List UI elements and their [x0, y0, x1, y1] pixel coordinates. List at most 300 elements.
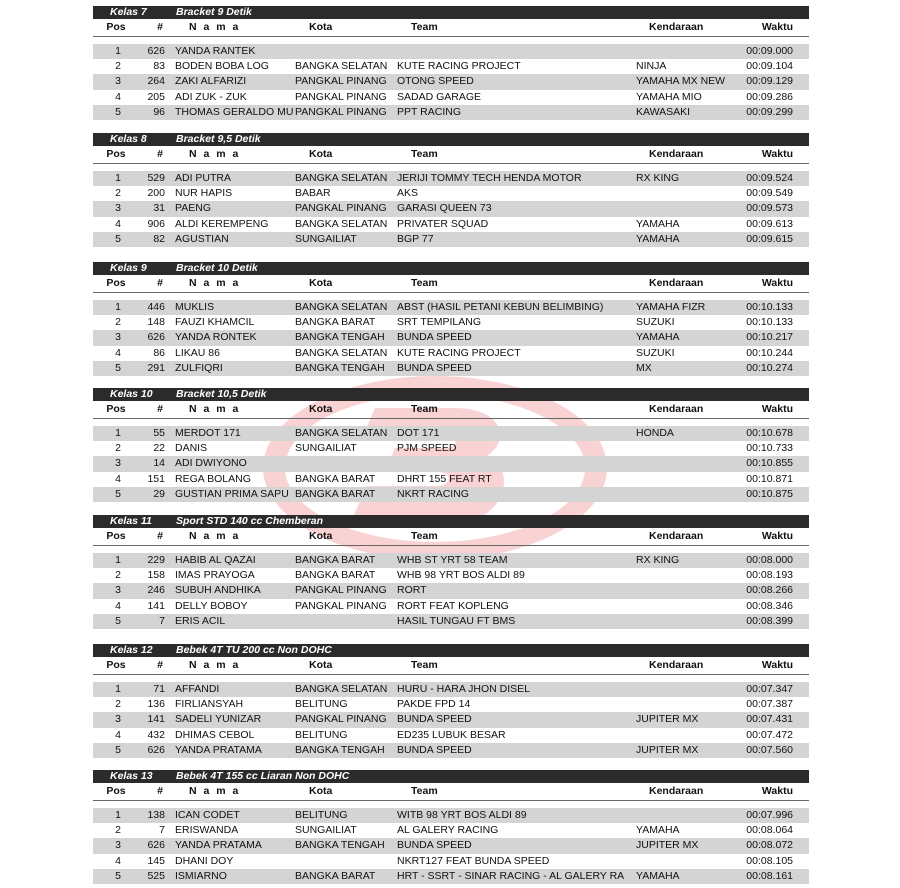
bracket-label: Sport STD 140 cc Chemberan [176, 515, 324, 527]
cell-nama: DELLY BOBOY [175, 599, 248, 612]
cell-team: WHB 98 YRT BOS ALDI 89 [397, 569, 525, 582]
cell-waktu: 00:10.855 [746, 457, 793, 470]
cell-waktu: 00:09.573 [746, 202, 793, 215]
column-header-row [93, 401, 809, 419]
cell-kota: BANGKA BARAT [295, 472, 376, 485]
column-header-kendaraan: Kendaraan [649, 277, 704, 289]
class-block [93, 6, 809, 120]
cell-pos: 5 [115, 232, 121, 245]
cell-kendaraan: SUZUKI [636, 316, 675, 329]
cell-waktu: 00:09.524 [746, 172, 793, 184]
cell-pos: 2 [115, 187, 121, 200]
table-row [93, 712, 809, 727]
cell-nama: SADELI YUNIZAR [175, 713, 262, 726]
table-row [93, 456, 809, 471]
cell-nama: SUBUH ANDHIKA [175, 584, 261, 597]
cell-kendaraan: YAMAHA [636, 824, 680, 837]
class-label: Kelas 11 [110, 515, 152, 527]
cell-nama: YANDA RANTEK [175, 45, 256, 57]
cell-team: BGP 77 [397, 232, 434, 245]
table-row [93, 583, 809, 598]
cell-num: 200 [147, 187, 165, 200]
cell-team: AKS [397, 187, 419, 200]
cell-team: ABST (HASIL PETANI KEBUN BELIMBING) [397, 301, 604, 313]
cell-pos: 2 [115, 698, 121, 711]
cell-waktu: 00:09.299 [746, 105, 793, 118]
cell-team: BUNDA SPEED [397, 713, 472, 726]
cell-waktu: 00:10.875 [746, 487, 793, 500]
cell-num: 71 [153, 683, 165, 695]
bracket-label: Bebek 4T TU 200 cc Non DOHC [176, 644, 332, 656]
cell-nama: AFFANDI [175, 683, 220, 695]
column-header-waktu: Waktu [761, 659, 793, 671]
cell-nama: THOMAS GERALDO MU [175, 105, 293, 118]
cell-waktu: 00:07.431 [746, 713, 793, 726]
table-row [93, 808, 809, 823]
column-header-kendaraan: Kendaraan [649, 530, 704, 542]
cell-num: 432 [147, 728, 165, 741]
cell-team: HRT - SSRT - SINAR RACING - AL GALERY RA [397, 869, 625, 882]
cell-nama: DANIS [175, 442, 208, 455]
cell-waktu: 00:09.104 [746, 60, 793, 73]
cell-kota: SUNGAILIAT [295, 442, 357, 455]
cell-kota: SUNGAILIAT [295, 824, 357, 837]
table-row [93, 823, 809, 838]
column-header-nama: N a m a [189, 148, 241, 160]
cell-team: PJM SPEED [397, 442, 457, 455]
cell-pos: 5 [115, 614, 121, 627]
table-row [93, 487, 809, 502]
table-row [93, 441, 809, 456]
cell-team: GARASI QUEEN 73 [397, 202, 492, 215]
column-header-waktu: Waktu [761, 148, 793, 160]
cell-team: RORT FEAT KOPLENG [397, 599, 509, 612]
cell-waktu: 00:10.871 [746, 472, 793, 485]
cell-team: AL GALERY RACING [397, 824, 499, 837]
column-header-row [93, 275, 809, 293]
cell-num: 205 [147, 90, 165, 103]
cell-pos: 1 [115, 427, 121, 439]
cell-kendaraan: YAMAHA [636, 869, 680, 882]
column-header-nama: N a m a [189, 785, 241, 797]
table-row [93, 697, 809, 712]
column-header-row [93, 528, 809, 546]
column-header-team: Team [411, 785, 438, 797]
column-header-waktu: Waktu [761, 21, 793, 33]
cell-kendaraan: RX KING [636, 172, 680, 184]
cell-pos: 2 [115, 824, 121, 837]
cell-num: 626 [147, 839, 165, 852]
class-block [93, 515, 809, 629]
table-row [93, 869, 809, 884]
cell-nama: MUKLIS [175, 301, 215, 313]
table-row [93, 426, 809, 441]
cell-team: SRT TEMPILANG [397, 316, 482, 329]
cell-num: 22 [153, 442, 165, 455]
table-row [93, 105, 809, 120]
column-header-kendaraan: Kendaraan [649, 659, 704, 671]
cell-team: HURU - HARA JHON DISEL [397, 683, 531, 695]
cell-kota: PANGKAL PINANG [295, 584, 387, 597]
column-header-num: # [157, 659, 163, 671]
column-header-row [93, 783, 809, 801]
cell-pos: 2 [115, 60, 121, 73]
class-label: Kelas 7 [110, 6, 147, 18]
bracket-label: Bebek 4T 155 cc Liaran Non DOHC [176, 770, 350, 782]
cell-kota: BANGKA TENGAH [295, 743, 385, 756]
cell-nama: PAENG [175, 202, 211, 215]
cell-kota: BANGKA SELATAN [295, 217, 388, 230]
cell-num: 14 [153, 457, 165, 470]
cell-waktu: 00:08.399 [746, 614, 793, 627]
column-header-team: Team [411, 403, 438, 415]
cell-kendaraan: YAMAHA MIO [636, 90, 702, 103]
column-header-row [93, 19, 809, 37]
cell-team: PPT RACING [397, 105, 461, 118]
cell-kendaraan: JUPITER MX [636, 743, 699, 756]
cell-waktu: 00:08.346 [746, 599, 793, 612]
cell-nama: ZAKI ALFARIZI [175, 75, 247, 88]
cell-team: BUNDA SPEED [397, 361, 472, 374]
bracket-label: Bracket 10,5 Detik [176, 388, 267, 400]
class-label: Kelas 9 [110, 262, 147, 274]
cell-num: 229 [147, 554, 165, 566]
column-header-pos: Pos [106, 277, 126, 289]
column-header-pos: Pos [106, 403, 126, 415]
cell-waktu: 00:10.244 [746, 346, 793, 359]
cell-pos: 2 [115, 442, 121, 455]
cell-num: 29 [153, 487, 165, 500]
column-header-waktu: Waktu [761, 530, 793, 542]
cell-waktu: 00:10.678 [746, 427, 793, 439]
column-header-pos: Pos [106, 21, 126, 33]
table-row [93, 361, 809, 376]
class-block [93, 770, 809, 884]
cell-kendaraan: MX [636, 361, 652, 374]
cell-num: 136 [147, 698, 165, 711]
cell-num: 626 [147, 45, 165, 57]
cell-team: OTONG SPEED [397, 75, 474, 88]
cell-team: BUNDA SPEED [397, 839, 472, 852]
cell-kota: PANGKAL PINANG [295, 90, 387, 103]
cell-kota: PANGKAL PINANG [295, 713, 387, 726]
cell-pos: 3 [115, 584, 121, 597]
table-row [93, 90, 809, 105]
cell-nama: ADI PUTRA [175, 172, 232, 184]
column-header-kendaraan: Kendaraan [649, 148, 704, 160]
cell-nama: NUR HAPIS [175, 187, 233, 200]
cell-kendaraan: YAMAHA [636, 217, 680, 230]
class-block [93, 133, 809, 247]
cell-waktu: 00:09.615 [746, 232, 793, 245]
table-row [93, 614, 809, 629]
class-title-bar [93, 6, 809, 19]
cell-nama: ICAN CODET [175, 809, 240, 821]
cell-kendaraan: JUPITER MX [636, 839, 699, 852]
cell-kota: BANGKA BARAT [295, 569, 376, 582]
column-header-num: # [157, 403, 163, 415]
cell-kendaraan: NINJA [636, 60, 667, 73]
bracket-label: Bracket 10 Detik [176, 262, 258, 274]
cell-num: 138 [147, 809, 165, 821]
cell-waktu: 00:07.472 [746, 728, 793, 741]
cell-kota: BANGKA BARAT [295, 554, 376, 566]
class-label: Kelas 8 [110, 133, 147, 145]
class-label: Kelas 12 [110, 644, 153, 656]
cell-pos: 1 [115, 172, 121, 184]
column-header-team: Team [411, 21, 438, 33]
cell-num: 7 [159, 824, 165, 837]
cell-kota: BANGKA SELATAN [295, 346, 388, 359]
table-row [93, 300, 809, 315]
cell-waktu: 00:08.000 [746, 554, 793, 566]
cell-pos: 4 [115, 217, 121, 230]
cell-nama: YANDA PRATAMA [175, 839, 262, 852]
table-row [93, 854, 809, 869]
cell-pos: 1 [115, 809, 121, 821]
cell-team: NKRT127 FEAT BUNDA SPEED [397, 854, 550, 867]
column-header-nama: N a m a [189, 403, 241, 415]
cell-kendaraan: SUZUKI [636, 346, 675, 359]
cell-num: 55 [153, 427, 165, 439]
cell-team: DHRT 155 FEAT RT [397, 472, 492, 485]
table-row [93, 44, 809, 59]
cell-waktu: 00:09.286 [746, 90, 793, 103]
class-title-bar [93, 262, 809, 275]
cell-team: NKRT RACING [397, 487, 469, 500]
cell-team: PAKDE FPD 14 [397, 698, 471, 711]
cell-waktu: 00:07.996 [746, 809, 793, 821]
cell-kota: SUNGAILIAT [295, 232, 357, 245]
cell-pos: 3 [115, 202, 121, 215]
table-row [93, 838, 809, 853]
table-row [93, 217, 809, 232]
cell-num: 86 [153, 346, 165, 359]
cell-pos: 5 [115, 105, 121, 118]
cell-pos: 5 [115, 361, 121, 374]
column-header-kota: Kota [309, 277, 333, 289]
cell-kota: BANGKA BARAT [295, 869, 376, 882]
cell-kota: PANGKAL PINANG [295, 202, 387, 215]
column-header-num: # [157, 148, 163, 160]
cell-num: 7 [159, 614, 165, 627]
cell-kota: PANGKAL PINANG [295, 75, 387, 88]
cell-nama: YANDA PRATAMA [175, 743, 262, 756]
cell-nama: ERISWANDA [175, 824, 239, 837]
cell-kendaraan: YAMAHA [636, 331, 680, 344]
class-label: Kelas 10 [110, 388, 153, 400]
column-header-waktu: Waktu [761, 403, 793, 415]
cell-num: 264 [147, 75, 165, 88]
cell-num: 151 [147, 472, 165, 485]
column-header-kota: Kota [309, 785, 333, 797]
cell-num: 141 [147, 713, 165, 726]
cell-pos: 1 [115, 683, 121, 695]
class-title-bar [93, 133, 809, 146]
cell-kota: BANGKA SELATAN [295, 683, 388, 695]
cell-nama: GUSTIAN PRIMA SAPU [175, 487, 289, 500]
table-row [93, 472, 809, 487]
cell-waktu: 00:09.549 [746, 187, 793, 200]
table-row [93, 330, 809, 345]
cell-pos: 5 [115, 487, 121, 500]
table-row [93, 728, 809, 743]
cell-pos: 1 [115, 301, 121, 313]
cell-nama: HABIB AL QAZAI [175, 554, 256, 566]
cell-pos: 4 [115, 472, 121, 485]
cell-pos: 4 [115, 854, 121, 867]
cell-num: 145 [147, 854, 165, 867]
column-header-kota: Kota [309, 659, 333, 671]
cell-team: KUTE RACING PROJECT [397, 60, 521, 73]
cell-waktu: 00:10.217 [746, 331, 793, 344]
table-row [93, 743, 809, 758]
cell-kendaraan: RX KING [636, 554, 680, 566]
cell-pos: 4 [115, 346, 121, 359]
cell-waktu: 00:08.161 [746, 869, 793, 882]
cell-pos: 4 [115, 728, 121, 741]
column-header-waktu: Waktu [761, 785, 793, 797]
cell-num: 31 [153, 202, 165, 215]
column-header-pos: Pos [106, 659, 126, 671]
cell-team: JERIJI TOMMY TECH HENDA MOTOR [397, 172, 582, 184]
cell-kota: PANGKAL PINANG [295, 599, 387, 612]
cell-nama: DHIMAS CEBOL [175, 728, 255, 741]
cell-waktu: 00:08.193 [746, 569, 793, 582]
column-header-kendaraan: Kendaraan [649, 785, 704, 797]
cell-waktu: 00:07.387 [746, 698, 793, 711]
cell-pos: 1 [115, 554, 121, 566]
cell-pos: 3 [115, 457, 121, 470]
table-row [93, 74, 809, 89]
bracket-label: Bracket 9 Detik [176, 6, 252, 18]
cell-num: 525 [147, 869, 165, 882]
table-row [93, 232, 809, 247]
cell-pos: 3 [115, 331, 121, 344]
table-row [93, 201, 809, 216]
cell-nama: ADI ZUK - ZUK [175, 90, 247, 103]
cell-kendaraan: KAWASAKI [636, 105, 691, 118]
cell-kota: BANGKA SELATAN [295, 60, 388, 73]
column-header-team: Team [411, 148, 438, 160]
cell-pos: 4 [115, 599, 121, 612]
column-header-num: # [157, 277, 163, 289]
cell-kota: BANGKA BARAT [295, 487, 376, 500]
cell-team: WITB 98 YRT BOS ALDI 89 [397, 809, 527, 821]
table-row [93, 186, 809, 201]
cell-num: 158 [147, 569, 165, 582]
cell-kendaraan: JUPITER MX [636, 713, 699, 726]
cell-pos: 3 [115, 713, 121, 726]
column-header-nama: N a m a [189, 21, 241, 33]
cell-waktu: 00:10.274 [746, 361, 793, 374]
column-header-team: Team [411, 277, 438, 289]
column-header-waktu: Waktu [761, 277, 793, 289]
class-title-bar [93, 770, 809, 783]
cell-num: 246 [147, 584, 165, 597]
cell-pos: 5 [115, 869, 121, 882]
cell-nama: DHANI DOY [175, 854, 234, 867]
table-row [93, 568, 809, 583]
cell-team: KUTE RACING PROJECT [397, 346, 521, 359]
cell-kota: BANGKA TENGAH [295, 361, 385, 374]
class-block [93, 262, 809, 376]
column-header-row [93, 146, 809, 164]
column-header-pos: Pos [106, 785, 126, 797]
cell-nama: IMAS PRAYOGA [175, 569, 255, 582]
column-header-team: Team [411, 530, 438, 542]
cell-pos: 2 [115, 569, 121, 582]
cell-nama: LIKAU 86 [175, 346, 220, 359]
column-header-nama: N a m a [189, 659, 241, 671]
table-row [93, 171, 809, 186]
cell-nama: YANDA RONTEK [175, 331, 257, 344]
column-header-row [93, 657, 809, 675]
cell-pos: 4 [115, 90, 121, 103]
class-title-bar [93, 644, 809, 657]
column-header-kota: Kota [309, 21, 333, 33]
cell-kota: PANGKAL PINANG [295, 105, 387, 118]
cell-num: 529 [147, 172, 165, 184]
cell-team: ED235 LUBUK BESAR [397, 728, 506, 741]
cell-waktu: 00:08.072 [746, 839, 793, 852]
cell-pos: 1 [115, 45, 121, 57]
cell-waktu: 00:10.733 [746, 442, 793, 455]
cell-team: BUNDA SPEED [397, 743, 472, 756]
cell-waktu: 00:09.000 [746, 45, 793, 57]
cell-team: SADAD GARAGE [397, 90, 482, 103]
cell-nama: BODEN BOBA LOG [175, 60, 269, 73]
table-row [93, 553, 809, 568]
cell-num: 291 [147, 361, 165, 374]
cell-kota: BANGKA TENGAH [295, 331, 385, 344]
table-row [93, 682, 809, 697]
column-header-pos: Pos [106, 530, 126, 542]
cell-waktu: 00:08.064 [746, 824, 793, 837]
cell-nama: REGA BOLANG [175, 472, 251, 485]
cell-kota: BANGKA TENGAH [295, 839, 385, 852]
cell-num: 148 [147, 316, 165, 329]
cell-num: 82 [153, 232, 165, 245]
cell-num: 626 [147, 331, 165, 344]
class-block [93, 388, 809, 502]
cell-nama: ALDI KEREMPENG [175, 217, 269, 230]
cell-waktu: 00:08.105 [746, 854, 793, 867]
column-header-team: Team [411, 659, 438, 671]
column-header-pos: Pos [106, 148, 126, 160]
class-title-bar [93, 515, 809, 528]
cell-waktu: 00:08.266 [746, 584, 793, 597]
cell-waktu: 00:10.133 [746, 301, 793, 313]
cell-kota: BELITUNG [295, 728, 348, 741]
cell-nama: ZULFIQRI [175, 361, 223, 374]
cell-kendaraan: YAMAHA MX NEW [636, 75, 726, 88]
cell-waktu: 00:09.129 [746, 75, 793, 88]
cell-nama: FAUZI KHAMCIL [175, 316, 255, 329]
cell-nama: ERIS ACIL [175, 614, 226, 627]
bracket-label: Bracket 9,5 Detik [176, 133, 261, 145]
cell-team: PRIVATER SQUAD [397, 217, 489, 230]
cell-kota: BELITUNG [295, 809, 348, 821]
column-header-kendaraan: Kendaraan [649, 21, 704, 33]
cell-waktu: 00:07.347 [746, 683, 793, 695]
cell-num: 83 [153, 60, 165, 73]
cell-waktu: 00:07.560 [746, 743, 793, 756]
cell-num: 96 [153, 105, 165, 118]
cell-kota: BELITUNG [295, 698, 348, 711]
table-row [93, 315, 809, 330]
column-header-nama: N a m a [189, 277, 241, 289]
